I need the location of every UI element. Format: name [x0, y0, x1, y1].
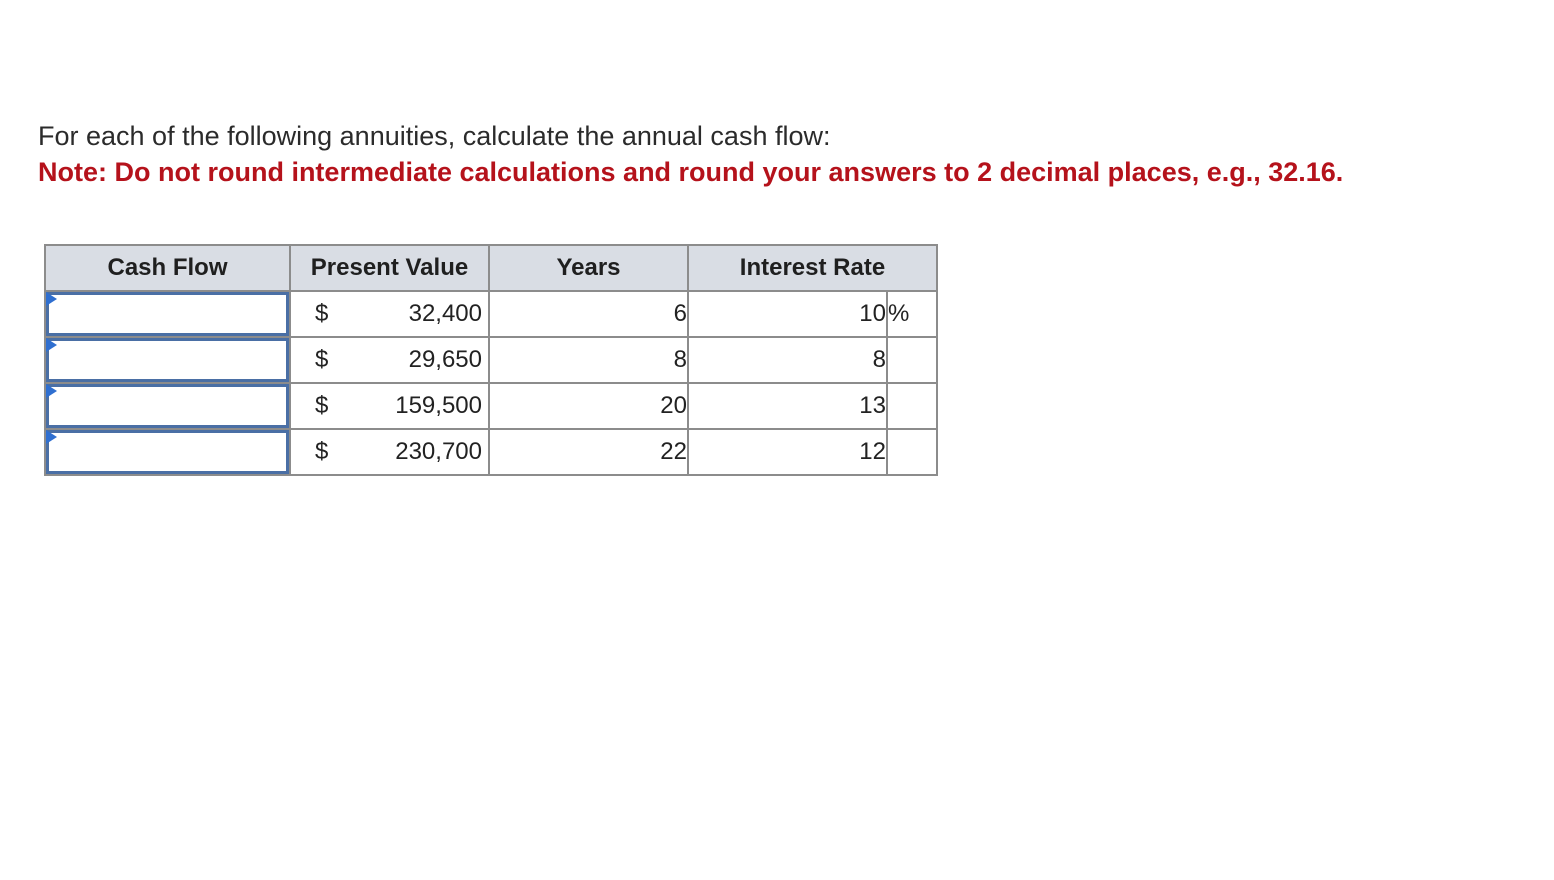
question-prompt: For each of the following annuities, calculate the annual cash flow:	[38, 121, 831, 151]
flag-icon	[46, 384, 57, 398]
flag-icon	[46, 338, 57, 352]
present-value: 32,400	[408, 300, 482, 327]
currency-symbol: $	[315, 438, 329, 465]
flag-icon	[46, 430, 57, 444]
header-years: Years	[489, 245, 688, 291]
currency-symbol: $	[315, 346, 329, 373]
present-value: 230,700	[395, 438, 482, 465]
interest-rate-value: 12	[688, 429, 887, 475]
percent-unit	[887, 429, 937, 475]
table-row	[45, 429, 937, 475]
cash-flow-cell	[45, 291, 290, 337]
table-header-row	[45, 245, 937, 291]
cash-flow-input-2[interactable]	[46, 338, 289, 382]
cash-flow-input-1[interactable]	[46, 292, 289, 336]
present-value-cell	[290, 383, 489, 429]
cash-flow-cell	[45, 337, 290, 383]
table-row	[45, 291, 937, 337]
interest-rate-value: 10	[688, 291, 887, 337]
header-present-value: Present Value	[290, 245, 489, 291]
interest-rate-value: 8	[688, 337, 887, 383]
percent-unit	[887, 337, 937, 383]
years-value: 22	[489, 429, 688, 475]
currency-symbol: $	[315, 392, 329, 419]
years-value: 20	[489, 383, 688, 429]
present-value: 29,650	[408, 346, 482, 373]
present-value-cell	[290, 429, 489, 475]
cash-flow-cell	[45, 429, 290, 475]
years-value: 8	[489, 337, 688, 383]
present-value-cell	[290, 291, 489, 337]
percent-unit: %	[887, 291, 937, 337]
question-block	[38, 118, 1538, 190]
header-cash-flow: Cash Flow	[45, 245, 290, 291]
header-interest-rate: Interest Rate	[688, 245, 937, 291]
cash-flow-input-4[interactable]	[46, 430, 289, 474]
table-row	[45, 383, 937, 429]
flag-icon	[46, 292, 57, 306]
percent-unit	[887, 383, 937, 429]
years-value: 6	[489, 291, 688, 337]
interest-rate-value: 13	[688, 383, 887, 429]
present-value-cell	[290, 337, 489, 383]
question-note: Note: Do not round intermediate calculations and round your answers to 2 decimal places, e.g., 32.16.	[38, 157, 1344, 187]
cash-flow-input-3[interactable]	[46, 384, 289, 428]
cash-flow-cell	[45, 383, 290, 429]
currency-symbol: $	[315, 300, 329, 327]
table-row	[45, 337, 937, 383]
annuity-table	[44, 244, 938, 476]
present-value: 159,500	[395, 392, 482, 419]
